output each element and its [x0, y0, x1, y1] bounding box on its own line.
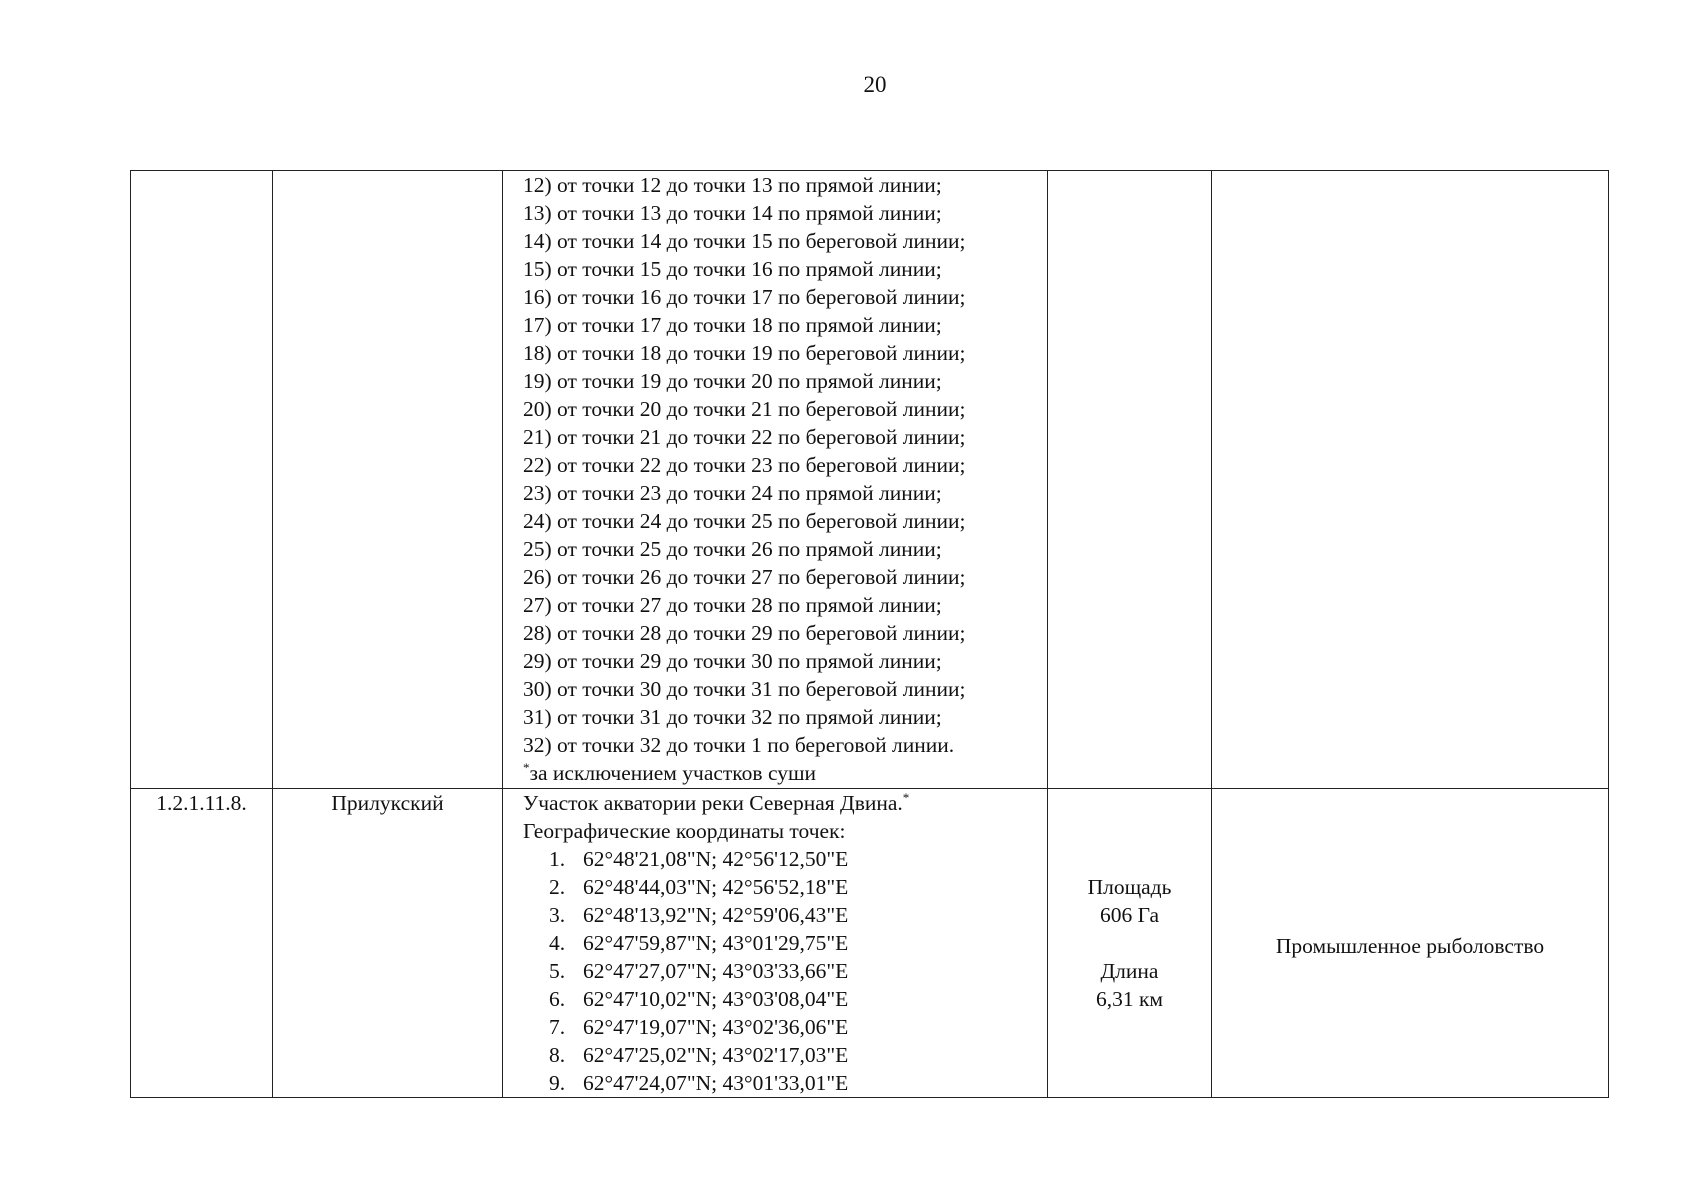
description-mark: * — [902, 790, 910, 805]
coordinate-item — [523, 845, 1047, 873]
fishing-areas-table — [130, 170, 1609, 1098]
boundary-line: 24) от точки 24 до точки 25 по береговой линии; — [523, 509, 966, 533]
usage-type: Промышленное рыболовство — [1275, 934, 1545, 958]
coordinate-number: 9. — [549, 1071, 566, 1095]
coords-heading: Географические координаты точек: — [523, 819, 846, 843]
boundary-line: 12) от точки 12 до точки 13 по прямой линии; — [523, 173, 942, 197]
boundary-line: 20) от точки 20 до точки 21 по береговой линии; — [523, 397, 966, 421]
entry-metrics-cell — [1048, 789, 1212, 1098]
coordinate-number: 5. — [549, 959, 566, 983]
area-value: 606 Га — [1099, 903, 1160, 927]
coordinate-value: 62°48'44,03"N; 42°56'52,18"E — [583, 875, 849, 899]
usage-cell-empty — [1212, 171, 1609, 789]
coordinate-value: 62°48'13,92"N; 42°59'06,43"E — [583, 903, 849, 927]
boundary-line: 17) от точки 17 до точки 18 по прямой линии; — [523, 313, 942, 337]
coordinate-item — [523, 873, 1047, 901]
boundary-line: 13) от точки 13 до точки 14 по прямой линии; — [523, 201, 942, 225]
length-label: Длина — [1100, 959, 1159, 983]
coordinates-list — [523, 845, 1047, 1097]
coordinate-value: 62°47'59,87"N; 43°01'29,75"E — [583, 931, 849, 955]
boundary-line: 25) от точки 25 до точки 26 по прямой линии; — [523, 537, 942, 561]
coordinate-value: 62°47'25,02"N; 43°02'17,03"E — [583, 1043, 849, 1067]
coordinate-item — [523, 957, 1047, 985]
description-title: Участок акватории реки Северная Двина. — [523, 791, 903, 815]
footnote-text: за исключением участков суши — [529, 761, 817, 785]
entry-code: 1.2.1.11.8. — [131, 789, 273, 1098]
description-title-line — [523, 789, 1047, 817]
metrics-block — [1048, 873, 1211, 1013]
coordinate-number: 3. — [549, 903, 566, 927]
table-row-continued — [131, 171, 1609, 789]
boundary-line: 29) от точки 29 до точки 30 по прямой линии; — [523, 649, 942, 673]
length-value: 6,31 км — [1095, 987, 1164, 1011]
entry-name: Прилукский — [273, 789, 503, 1098]
boundary-line: 27) от точки 27 до точки 28 по прямой линии; — [523, 593, 942, 617]
coordinate-value: 62°47'19,07"N; 43°02'36,06"E — [583, 1015, 849, 1039]
coordinate-number: 8. — [549, 1043, 566, 1067]
boundary-description-cell — [503, 171, 1048, 789]
coordinate-item — [523, 929, 1047, 957]
entry-usage-cell — [1212, 789, 1609, 1098]
entry-description-cell — [503, 789, 1048, 1098]
area-label: Площадь — [1087, 875, 1172, 899]
coordinate-value: 62°47'27,07"N; 43°03'33,66"E — [583, 959, 849, 983]
coordinate-value: 62°47'24,07"N; 43°01'33,01"E — [583, 1071, 849, 1095]
boundary-line: 19) от точки 19 до точки 20 по прямой линии; — [523, 369, 942, 393]
table-row-entry — [131, 789, 1609, 1098]
coordinate-number: 4. — [549, 931, 566, 955]
coordinate-item — [523, 1069, 1047, 1097]
coordinate-item — [523, 901, 1047, 929]
boundary-line: 14) от точки 14 до точки 15 по береговой линии; — [523, 229, 966, 253]
coordinate-item — [523, 985, 1047, 1013]
name-cell-empty — [273, 171, 503, 789]
boundary-line: 23) от точки 23 до точки 24 по прямой линии; — [523, 481, 942, 505]
boundary-line: 18) от точки 18 до точки 19 по береговой линии; — [523, 341, 966, 365]
boundary-line: 28) от точки 28 до точки 29 по береговой линии; — [523, 621, 966, 645]
boundary-line: 22) от точки 22 до точки 23 по береговой линии; — [523, 453, 966, 477]
coordinate-value: 62°47'10,02"N; 43°03'08,04"E — [583, 987, 849, 1011]
coordinate-number: 2. — [549, 875, 566, 899]
boundary-lines — [523, 171, 1047, 759]
boundary-line: 31) от точки 31 до точки 32 по прямой линии; — [523, 705, 942, 729]
boundary-line: 21) от точки 21 до точки 22 по береговой линии; — [523, 425, 966, 449]
page-number: 20 — [863, 72, 887, 97]
coordinate-value: 62°48'21,08"N; 42°56'12,50"E — [583, 847, 849, 871]
boundary-line: 26) от точки 26 до точки 27 по береговой линии; — [523, 565, 966, 589]
coordinate-number: 7. — [549, 1015, 566, 1039]
coordinate-number: 6. — [549, 987, 566, 1011]
coordinate-number: 1. — [549, 847, 566, 871]
boundary-line: 15) от точки 15 до точки 16 по прямой линии; — [523, 257, 942, 281]
boundary-line: 16) от точки 16 до точки 17 по береговой линии; — [523, 285, 966, 309]
footnote — [523, 759, 1047, 787]
boundary-line: 30) от точки 30 до точки 31 по береговой линии; — [523, 677, 966, 701]
coordinate-item — [523, 1041, 1047, 1069]
footnote-mark: * — [523, 760, 530, 775]
coordinate-item — [523, 1013, 1047, 1041]
code-cell-empty — [131, 171, 273, 789]
boundary-line: 32) от точки 32 до точки 1 по береговой линии. — [523, 733, 955, 757]
metrics-cell-empty — [1048, 171, 1212, 789]
